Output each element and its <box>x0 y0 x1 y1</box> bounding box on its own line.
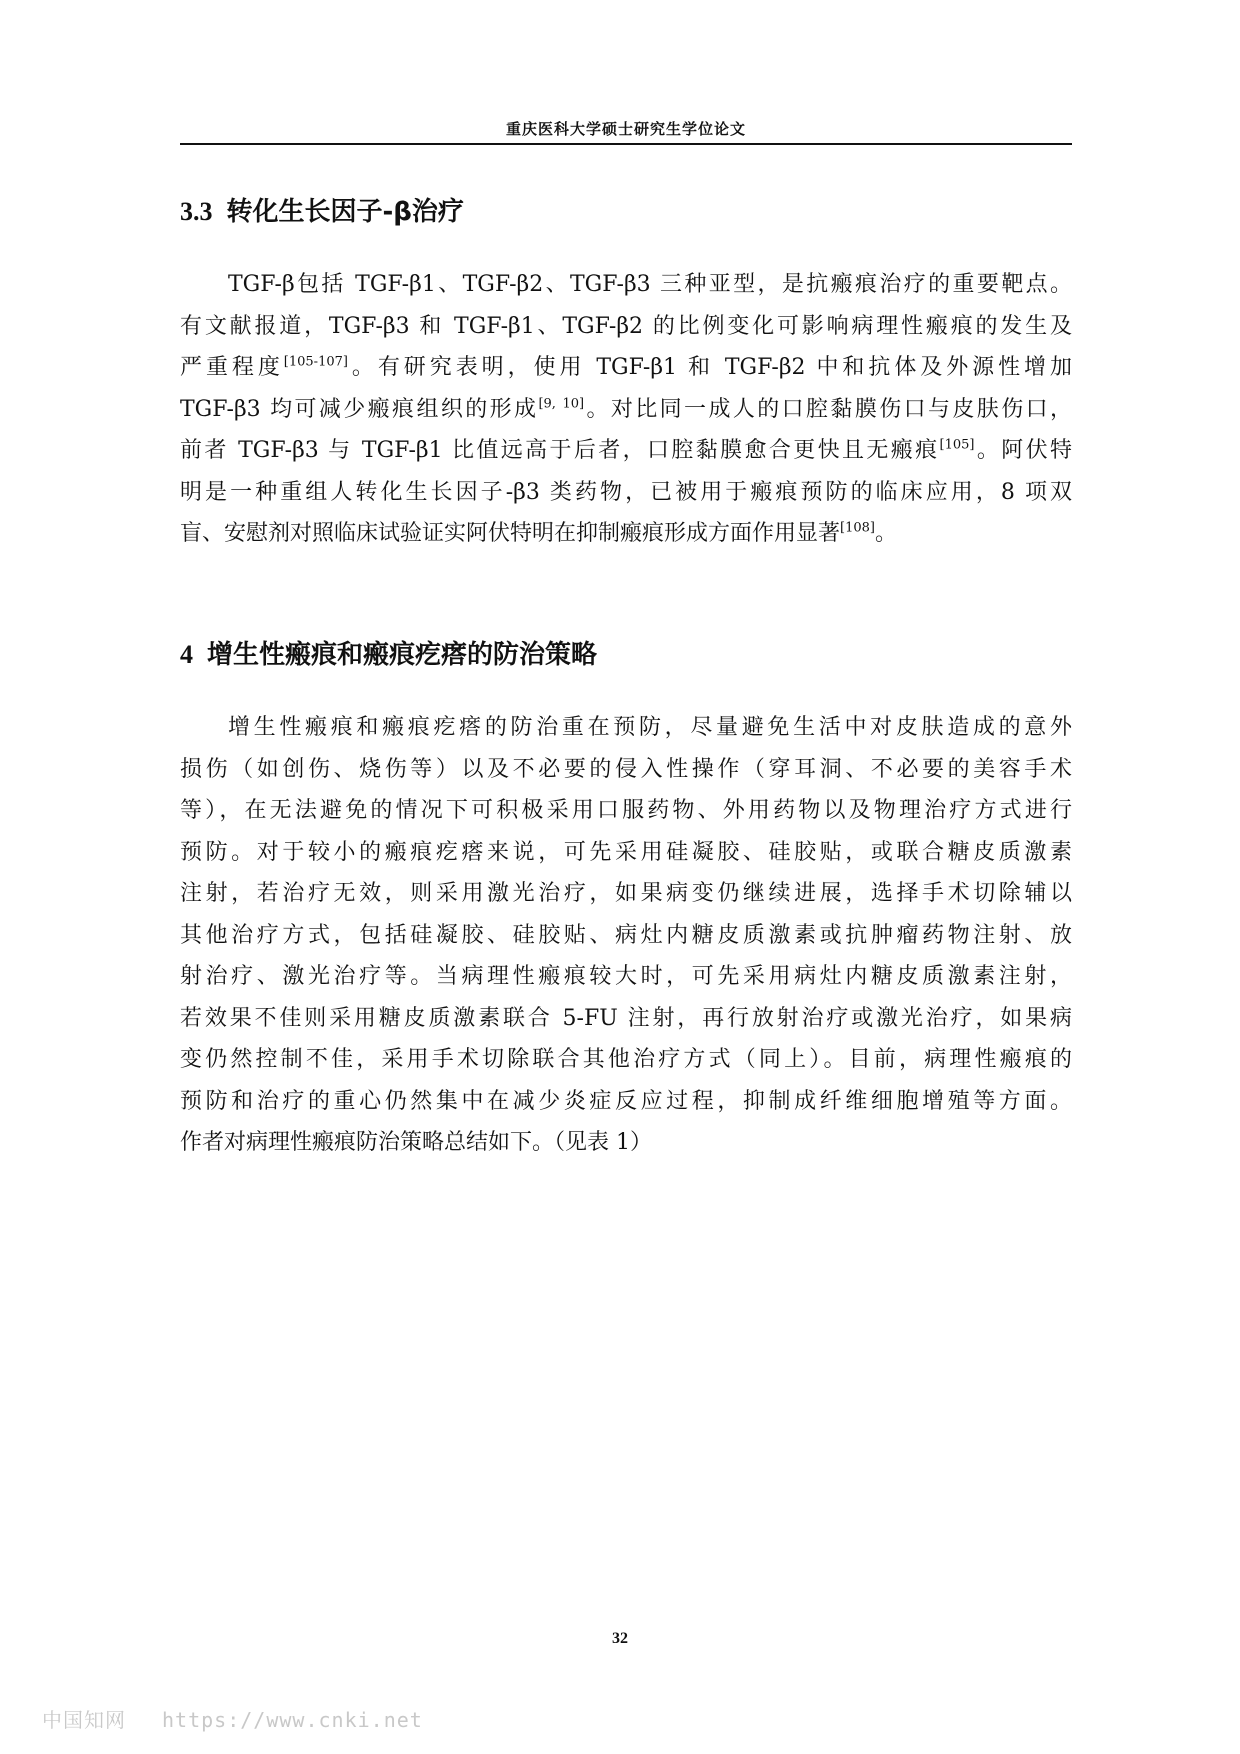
paragraph-line: 若效果不佳则采用糖皮质激素联合 5-FU 注射，再行放射治疗或激光治疗，如果病 <box>180 1005 1072 1031</box>
paragraph-line: 预防和治疗的重心仍然集中在减少炎症反应过程，抑制成纤维细胞增殖等方面。 <box>180 1088 1072 1114</box>
section-heading-4 <box>180 638 597 672</box>
citation: [105-107] <box>283 354 348 370</box>
paragraph-line: 严重程度[105-107]。有研究表明，使用 TGF-β1 和 TGF-β2 中和抗体及外源性增加 <box>180 354 1072 380</box>
citation: [9, 10] <box>538 396 585 412</box>
paragraph-line: 等），在无法避免的情况下可积极采用口服药物、外用药物以及物理治疗方式进行 <box>180 798 1072 823</box>
citation: [105] <box>939 437 975 453</box>
watermark-url: https://www.cnki.net <box>162 1708 423 1732</box>
section-4-paragraph <box>180 707 1072 1164</box>
paragraph-line: TGF-β包括 TGF-β1、TGF-β2、TGF-β3 三种亚型，是抗瘢痕治疗的重要靶点。 <box>228 272 1072 297</box>
paragraph-line: 盲、安慰剂对照临床试验证实阿伏特明在抑制瘢痕形成方面作用显著[108]。 <box>180 520 897 546</box>
running-header-title: 重庆医科大学硕士研究生学位论文 <box>505 120 746 138</box>
paragraph-line: 预防。对于较小的瘢痕疙瘩来说，可先采用硅凝胶、硅胶贴，或联合糖皮质激素 <box>180 839 1072 865</box>
paragraph-line: 明是一种重组人转化生长因子-β3 类药物，已被用于瘢痕预防的临床应用，8 项双 <box>180 479 1072 505</box>
paragraph-line: 有文献报道，TGF-β3 和 TGF-β1、TGF-β2 的比例变化可影响病理性瘢痕的发生及 <box>180 313 1072 339</box>
paragraph-line: 增生性瘢痕和瘢痕疙瘩的防治重在预防，尽量避免生活中对皮肤造成的意外 <box>228 715 1072 740</box>
section-number: 4 <box>180 640 193 669</box>
paragraph-line: TGF-β3 均可减少瘢痕组织的形成[9, 10]。对比同一成人的口腔黏膜伤口与皮肤伤口， <box>180 396 1072 422</box>
section-number: 3.3 <box>180 197 213 226</box>
header-rule <box>180 143 1072 145</box>
paragraph-line: 损伤（如创伤、烧伤等）以及不必要的侵入性操作（穿耳洞、不必要的美容手术 <box>180 756 1072 782</box>
paragraph-line: 射治疗、激光治疗等。当病理性瘢痕较大时，可先采用病灶内糖皮质激素注射， <box>180 964 1072 989</box>
section-title: 增生性瘢痕和瘢痕疙瘩的防治策略 <box>207 640 598 670</box>
paragraph-line: 变仍然控制不佳，采用手术切除联合其他治疗方式（同上）。目前，病理性瘢痕的 <box>180 1047 1072 1072</box>
section-3-3-paragraph <box>180 264 1072 555</box>
watermark-brand: 中国知网 <box>42 1708 126 1732</box>
paragraph-line: 其他治疗方式，包括硅凝胶、硅胶贴、病灶内糖皮质激素或抗肿瘤药物注射、放 <box>180 922 1072 948</box>
citation: [108] <box>840 520 875 536</box>
page-number: 32 <box>612 1630 628 1647</box>
paragraph-line: 前者 TGF-β3 与 TGF-β1 比值远高于后者，口腔黏膜愈合更快且无瘢痕[105]。阿伏特 <box>180 437 1072 463</box>
cnki-watermark <box>42 1704 423 1733</box>
section-heading-3-3 <box>180 195 464 229</box>
paragraph-line: 作者对病理性瘢痕防治策略总结如下。（见表 1） <box>180 1130 652 1155</box>
section-title: 转化生长因子-β治疗 <box>226 197 464 227</box>
paragraph-line: 注射，若治疗无效，则采用激光治疗，如果病变仍继续进展，选择手术切除辅以 <box>180 881 1072 906</box>
